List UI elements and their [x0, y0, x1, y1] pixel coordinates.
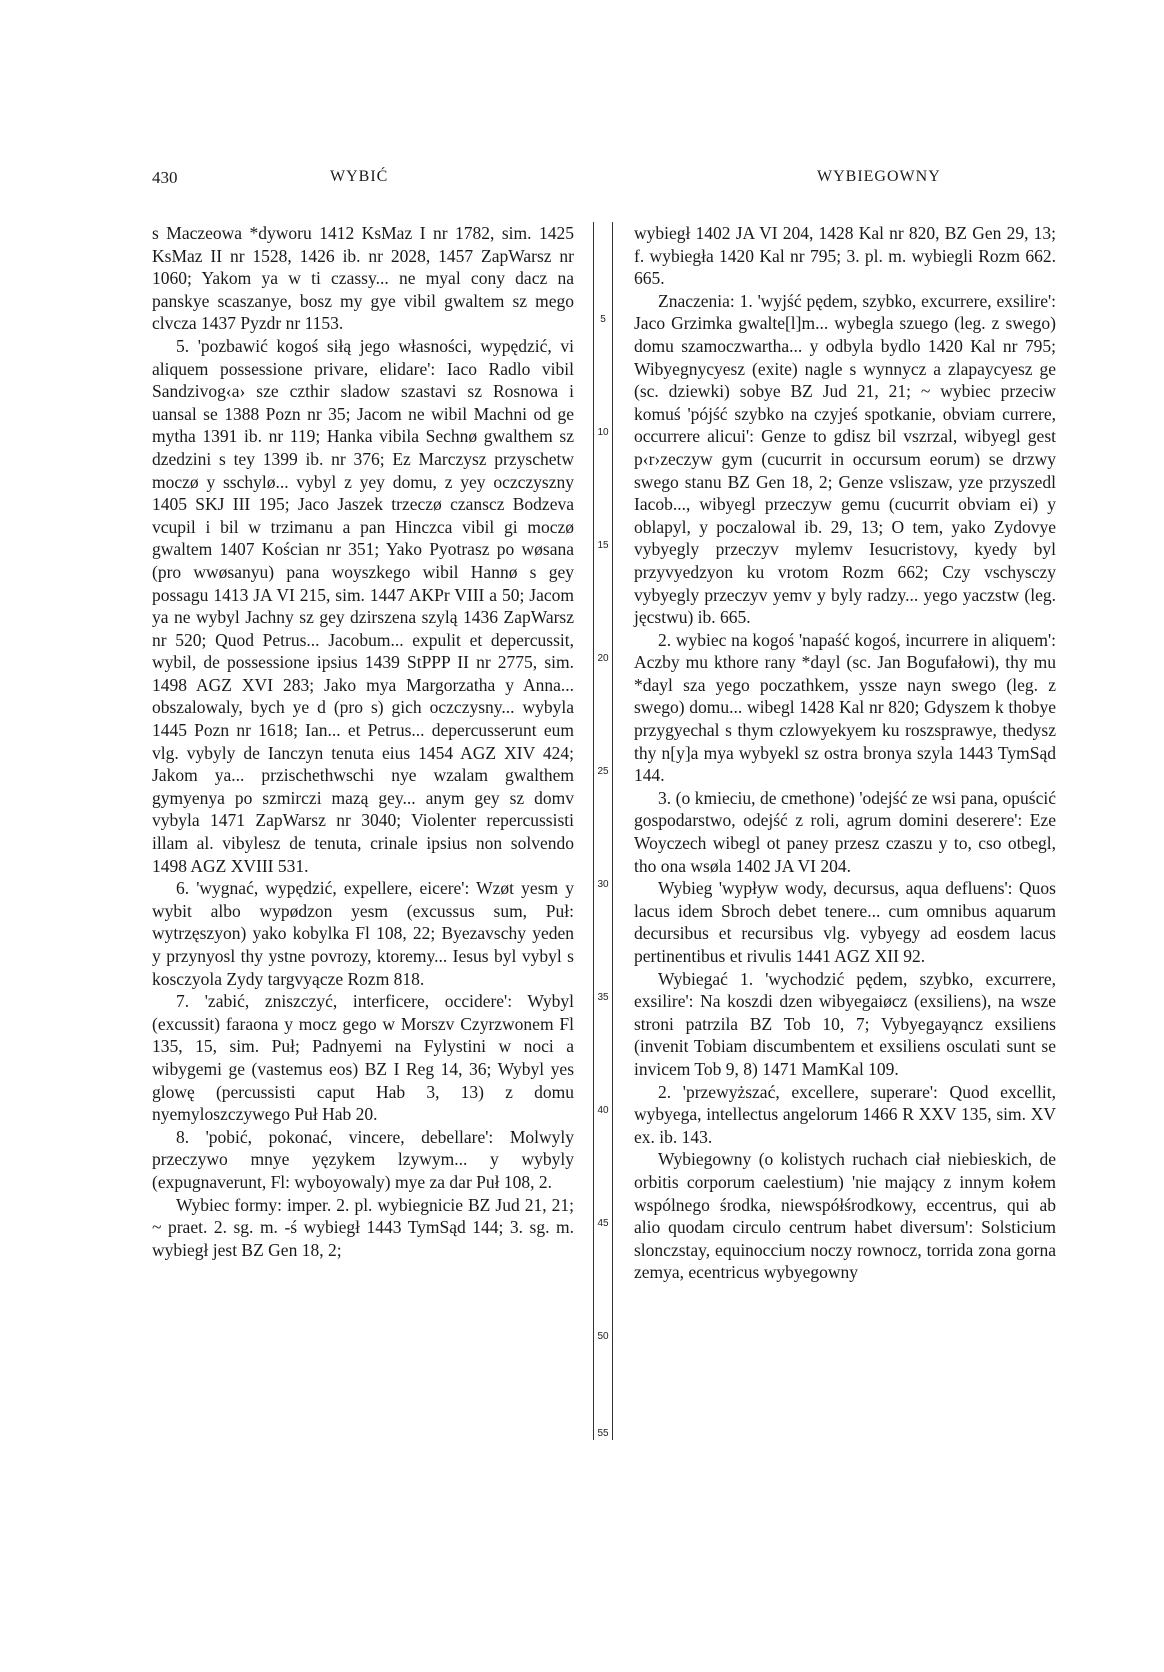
line-number: 45: [597, 1218, 609, 1229]
column-rule-right: [612, 222, 613, 1440]
entry-paragraph: Wybiec formy: imper. 2. pl. wybiegnicie BZ Jud 21, 21; ~ praet. 2. sg. m. -ś wybiegł 1443 TymSąd 144; 3. sg. m. wybiegł jest BZ Gen 18, 2;: [152, 1194, 574, 1260]
entry-paragraph: 7. 'zabić, zniszczyć, interficere, occidere': Wybyl (excussit) faraona y mocz gego w Morszv Czyrzwonem Fl 135, 15, sim. Puł; Padnyemi na Fylystini w noci a wibygemi ge (vastemus eos) BZ I Reg 14, 36; Wybyl yes glowę (percussisti caput Hab 3, 13) z domu nyemyloszczywego Puł Hab 20.: [152, 991, 574, 1125]
entry-paragraph: wybiegł 1402 JA VI 204, 1428 Kal nr 820, BZ Gen 29, 13; f. wybiegła 1420 Kal nr 795; 3. pl. m. wybiegli Rozm 662. 665.: [634, 223, 1056, 289]
line-number: 10: [597, 427, 609, 438]
right-running-head: WYBIEGOWNY: [817, 168, 941, 185]
line-number: 25: [597, 766, 609, 777]
entry-paragraph: Znaczenia: 1. 'wyjść pędem, szybko, excurrere, exsilire': Jaco Grzimka gwalte[l]m... wybegla szuego (leg. z swego) domu szamoczwartha... y odbyla bydlo 1420 Kal nr 795; Wibyegnycyesz (exite) nagle s wynnycz a zlapaycyesz ge (sc. dziewki) sobye BZ Jud 21, 21; ~ wybiec przeciw komuś 'pójść szybko na czyjeś spotkanie, obviam currere, occurrere alicui': Genze to gdisz bil vszrzal, wibyegl gest p‹r›zeczyw gym (cucurrit in occursum eorum) se drzwy swego stanu BZ Gen 18, 2; Genze vsliszaw, yze przyszedl Iacob..., wibyegl przeczyw gemu (cucurrit obviam ei) y oblapyl, y poczalowal ib. 29, 13; O tem, yako Zydovye vybyegly przeczyv mylemv Iesucristovy, kyedy byl przyvyedzyon ku vrotom Rozm 662; Czy vschysczy vybyegly przeczyv yemv y byly radzy... yego yaczstw (leg. jęcstwu) ib. 665.: [634, 290, 1056, 628]
line-number: 15: [597, 540, 609, 551]
entry-paragraph: Wybiegowny (o kolistych ruchach ciał niebieskich, de orbitis corporum caelestium) 'nie mający z innym kołem wspólnego środka, niewspółśrodkowy, eccentrus, qui ab alio quodam circulo centrum habet diversum': Solsticium slonczstay, equinoccium noczy rownocz, torrida zona gorna zemya, ecentricus wybyegowny: [634, 1149, 1056, 1283]
column-rule-left: [593, 222, 594, 1440]
entry-paragraph: 8. 'pobić, pokonać, vincere, debellare': Molwyly przeczywo mnye yęzykem lzywym... y wybyly (expugnaverunt, Fl: wyboyowaly) mye za dar Puł 108, 2.: [152, 1126, 574, 1192]
left-column: [152, 222, 574, 1261]
entry-paragraph: Wybieg 'wypływ wody, decursus, aqua defluens': Quos lacus idem Sbroch debet tenere... cum omnibus aquarum decursibus et recursibus vlg. vybyegy ad eosdem lacus pertinentibus et rivulis 1441 AGZ XII 92.: [634, 878, 1056, 966]
line-number: 50: [597, 1331, 609, 1342]
entry-paragraph: s Maczeowa *dyworu 1412 KsMaz I nr 1782, sim. 1425 KsMaz II nr 1528, 1426 ib. nr 2028, 1457 ZapWarsz nr 1060; Yakom ya w ti czassy... ne myal cony dacz na panskye scaszanye, bosz my gye vibil gwaltem sz mego clvcza 1437 Pyzdr nr 1153.: [152, 223, 574, 334]
entry-paragraph: 6. 'wygnać, wypędzić, expellere, eicere': Wzøt yesm y wybit albo wypødzon yesm (excussus sum, Puł: wytrzęszyon) yako kobylka Fl 108, 22; Byezavschy yeden y przynyosl thy ystne povrozy, ktoremy... Iesus byl vybyl s kosczyola Zydy targvyącze Rozm 818.: [152, 878, 574, 989]
right-column: [634, 222, 1056, 1284]
left-running-head: WYBIĆ: [330, 168, 389, 185]
page-number: 430: [152, 168, 178, 187]
line-number: 35: [597, 992, 609, 1003]
entry-paragraph: 2. wybiec na kogoś 'napaść kogoś, incurrere in aliquem': Aczby mu kthore rany *dayl (sc. Jan Bogufałowi), thy mu *dayl sza yego poczathkem, yssze nayn swego (leg. z swego) domu... wibegl 1428 Kal nr 820; Gdyszem k thobye przygyechal s thym czlowyekyem ku roszsprawye, thedysz thy n[y]a mya wybyekl sz ostra bronya szyla 1443 TymSąd 144.: [634, 629, 1056, 786]
entry-paragraph: 5. 'pozbawić kogoś siłą jego własności, wypędzić, vi aliquem possessione privare, elidare': Iaco Radlo vibil Sandzivog‹a› sze czthir sladow szastavi sz Rosnowa i uansal se 1388 Pozn nr 35; Jacom ne wibil Machni od ge mytha 1391 ib. nr 119; Hanka vibila Sechnø gwalthem sz dzedzini s tey 1399 ib. nr 376; Ez Marczysz przyschetw moczø y sschylø... vybyl z yey domu, z yey oczczyszny 1405 SKJ III 195; Jaco Jaszek trzeczø czanscz Bodzeva vcupil i bil w trzimanu a pan Hinczca vibil gi moczø gwaltem 1407 Kościan nr 351; Yako Pyotrasz po wøsana (pro wwøsanyu) pana woyszkego wibil Hannø s gey possagu 1413 JA VI 215, sim. 1447 AKPr VIII a 50; Jacom ya ne wybyl Jachny sz gey dzirszena szylą 1436 ZapWarsz nr 520; Quod Petrus... Jacobum... expulit et depercussit, wybil, de possessione ipsius 1439 StPPP II nr 2775, sim. 1498 AGZ XVI 283; Jako mya Margorzatha y Anna... obszalowaly, bych ye d (pro s) gich oczczysny... wybyla 1445 Pozn nr 1618; Ian... et Petrus... depercusserunt eum vlg. vybyly de Ianczyn tenuta eius 1454 AGZ XIV 424; Jakom ya... przischethwschi nye wzalam gwalthem gymyenya po szmirczi mazą gey... anym gey sz domv vybyla 1471 ZapWarsz nr 3040; Violenter repercussisti illam al. vibylesz de tenuta, crinale ipsius non solvendo 1498 AGZ XVIII 531.: [152, 335, 574, 876]
line-number: 20: [597, 653, 609, 664]
entry-paragraph: Wybiegać 1. 'wychodzić pędem, szybko, excurrere, exsilire': Na koszdi dzen wibyegaiøcz (exsiliens), na wsze stroni patrzila BZ Tob 10, 7; Vybyegayąncz exsiliens (invenit Tobiam discumbentem et exsiliens osculati sunt se invicem Tob 9, 8) 1471 MamKal 109.: [634, 968, 1056, 1079]
entry-paragraph: 2. 'przewyższać, excellere, superare': Quod excellit, wybyega, intellectus angelorum 1466 R XXV 135, sim. XV ex. ib. 143.: [634, 1081, 1056, 1147]
line-number: 40: [597, 1105, 609, 1116]
line-number: 30: [597, 879, 609, 890]
entry-paragraph: 3. (o kmieciu, de cmethone) 'odejść ze wsi pana, opuścić gospodarstwo, odejść z roli, agrum domini deserere': Eze Woyczech wibegl ot paney przesz czaszu y to, cso otbegl, tho ona wsøla 1402 JA VI 204.: [634, 787, 1056, 876]
line-number: 5: [600, 314, 606, 325]
line-number: 55: [597, 1428, 609, 1439]
